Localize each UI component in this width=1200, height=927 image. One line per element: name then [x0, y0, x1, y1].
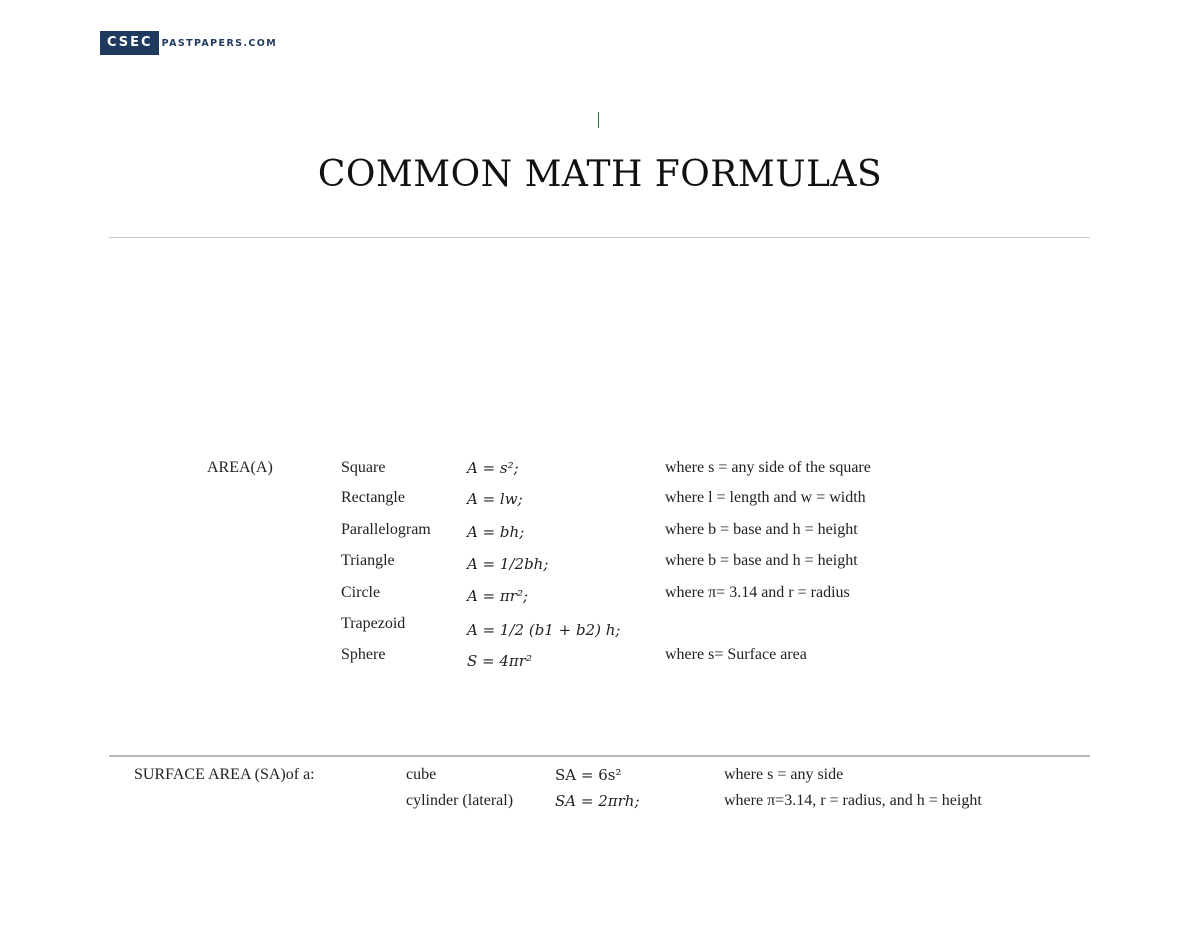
formula: A = lw; [467, 490, 523, 508]
formula-note: where s= Surface area [665, 646, 807, 663]
divider-middle [109, 755, 1090, 757]
logo-site: PASTPAPERS.COM [161, 37, 278, 49]
formula: S = 4πr² [467, 652, 532, 670]
formula: SA = 2πrh; [555, 792, 640, 810]
formula: A = 1/2bh; [467, 555, 549, 573]
page-title: COMMON MATH FORMULAS [317, 154, 883, 195]
site-logo [100, 31, 277, 55]
formula: SA = 6s² [555, 766, 622, 784]
formula-note: where s = any side of the square [665, 459, 871, 476]
formula: A = bh; [467, 523, 525, 541]
shape-name: cylinder (lateral) [406, 792, 514, 809]
shape-name: Parallelogram [341, 521, 431, 538]
shape-name: Trapezoid [341, 615, 406, 632]
shape-name: Rectangle [341, 489, 405, 506]
shape-name: Square [341, 459, 386, 476]
logo-brand: CSEC [100, 31, 159, 55]
shape-name: Triangle [341, 552, 395, 569]
formula-note: where s = any side [724, 766, 844, 783]
surface-area-section-label: SURFACE AREA (SA)of a: [134, 766, 315, 783]
formula-note: where π= 3.14 and r = radius [665, 584, 850, 601]
formula: A = s²; [467, 459, 519, 477]
formula-note: where l = length and w = width [665, 489, 866, 506]
formula: A = 1/2 (b1 + b2) h; [467, 621, 621, 639]
formula: A = πr²; [467, 587, 529, 605]
formula-note: where π=3.14, r = radius, and h = height [724, 792, 982, 809]
shape-name: Sphere [341, 646, 386, 663]
area-section-label: AREA(A) [207, 459, 273, 476]
formula-note: where b = base and h = height [665, 552, 858, 569]
formula-note: where b = base and h = height [665, 521, 858, 538]
divider-top [109, 237, 1090, 238]
text-cursor [598, 112, 599, 128]
shape-name: cube [406, 766, 437, 783]
shape-name: Circle [341, 584, 381, 601]
